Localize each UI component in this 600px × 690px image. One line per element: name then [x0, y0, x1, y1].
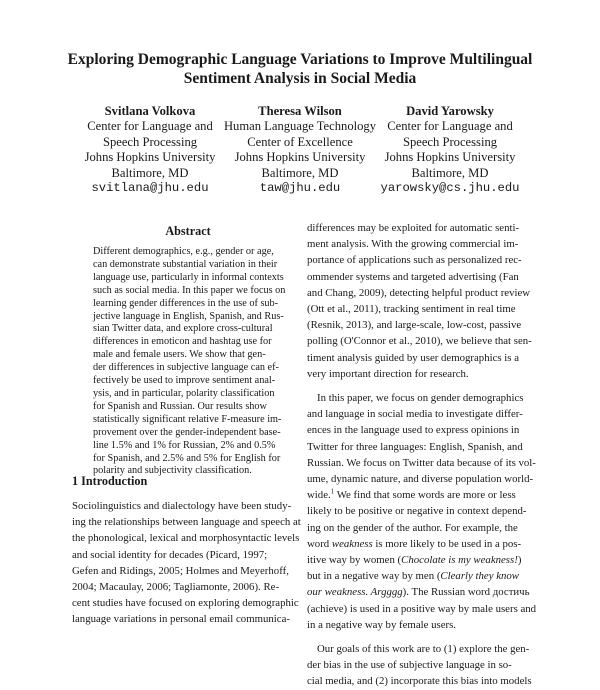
abstract-line: polarity and subjectivity classification. — [93, 465, 252, 477]
abstract-line: for Spanish and Russian. Our results show — [93, 400, 267, 412]
author-affiliation: Johns Hopkins University — [84, 150, 216, 165]
body-line: Russian. We focus on Twitter data because of its vol- — [307, 456, 536, 469]
author-affiliation: Johns Hopkins University — [384, 150, 516, 165]
body-line: ing the relationships between language and speech at — [72, 516, 301, 529]
title-line-2: Sentiment Analysis in Social Media — [183, 70, 417, 87]
abstract-line: statistically significant relative F-measure im- — [93, 413, 282, 425]
abstract-line: fectively be used to improve sentiment anal- — [93, 375, 276, 387]
author-email: taw@jhu.edu — [259, 181, 341, 196]
body-line: 2004; Macaulay, 2006; Tagliamonte, 2006). Re- — [72, 581, 280, 594]
body-text: ) — [517, 554, 522, 567]
body-text: wide. — [307, 489, 331, 502]
body-line: (achieve) is used in a positive way by male users and — [307, 602, 537, 615]
abstract-line: ysis, and in particular, polarity classification — [93, 387, 275, 399]
author-name: Theresa Wilson — [258, 104, 342, 118]
author-affiliation: Center for Language and — [87, 119, 213, 134]
abstract-line: Different demographics, e.g., gender or age, — [93, 246, 274, 257]
body-line: der bias in the use of subjective language in so- — [307, 659, 512, 672]
body-line: timent analysis guided by user demographics is a — [307, 351, 519, 364]
body-line: ences in the language used to express opinions in — [307, 424, 520, 437]
author-affiliation: Johns Hopkins University — [234, 150, 366, 165]
author-affiliation: Center of Excellence — [247, 134, 353, 149]
right-column-body — [307, 220, 537, 690]
abstract-line: language use, particularly in informal contexts — [93, 271, 284, 283]
abstract-body — [93, 246, 286, 478]
body-text: ). The Russian word достичь — [402, 586, 530, 599]
introduction-body — [72, 498, 301, 628]
body-line: in a negative way by female users. — [307, 618, 457, 631]
example-quote: Chocolate is my weakness! — [401, 554, 518, 567]
body-line — [307, 568, 533, 584]
example-word: weakness — [331, 537, 373, 550]
body-line: the phonological, lexical and morphosyntactic levels — [72, 532, 300, 545]
body-line: (Ott et al., 2011), tracking sentiment in real time — [307, 303, 516, 316]
author-email: svitlana@jhu.edu — [91, 181, 209, 196]
author-affiliation: Baltimore, MD — [411, 165, 489, 180]
author-affiliation: Speech Processing — [402, 134, 498, 149]
body-line: and social identity for decades (Picard, 1997; — [72, 548, 268, 561]
author-3 — [380, 104, 520, 196]
body-line: likely to be positive or negative in context depend- — [307, 505, 527, 518]
title-line-1: Exploring Demographic Language Variations to Improve Multilingual — [67, 51, 533, 68]
body-line: ommender systems and targeted advertising (Fan — [307, 270, 519, 283]
body-text: We find that some words are more or less — [334, 489, 516, 502]
author-1 — [80, 104, 220, 196]
body-text: but in a negative way by men ( — [307, 570, 441, 583]
abstract-line: learning gender differences in the use of sub- — [93, 297, 279, 309]
author-affiliation: Center for Language and — [387, 119, 513, 134]
example-quote: our weakness. Argggg — [307, 586, 403, 599]
abstract-line: jective language in English, Spanish, and Rus- — [93, 310, 284, 322]
author-email: yarowsky@cs.jhu.edu — [380, 181, 520, 196]
body-text: itive way by women ( — [307, 554, 402, 567]
abstract-line: male and female users. We show that gen- — [93, 349, 266, 361]
body-line: In this paper, we focus on gender demographics — [317, 392, 524, 405]
body-line: and language in social media to investigate differ- — [307, 408, 523, 421]
body-line: Our goals of this work are to (1) explore the gen- — [317, 643, 530, 656]
body-line: ing on the gender of the author. For example, the — [307, 521, 518, 534]
body-line: Sociolinguistics and dialectology have been study- — [72, 500, 292, 512]
body-line: cent studies have focused on exploring demographic — [72, 597, 299, 610]
abstract-line: sian Twitter data, and explore cross-cultural — [93, 323, 273, 335]
abstract-line: line 1.5% and 1% for Russian, 2% and 0.5% — [93, 439, 276, 451]
author-name: Svitlana Volkova — [104, 104, 196, 118]
body-line: language variations in personal email communica- — [72, 613, 290, 626]
section-heading-introduction: 1 Introduction — [72, 474, 148, 488]
body-line: ume, dynamic nature, and diverse population world- — [307, 473, 534, 486]
body-line: differences may be exploited for automatic senti- — [307, 222, 520, 234]
body-line — [307, 536, 533, 552]
author-affiliation: Baltimore, MD — [261, 165, 339, 180]
body-line — [307, 487, 533, 503]
abstract-line: can demonstrate substantial variation in their — [93, 258, 278, 270]
author-affiliation: Baltimore, MD — [111, 165, 189, 180]
body-line: Twitter for three languages: English, Spanish, and — [307, 440, 523, 453]
body-line: portance of applications such as personalized rec- — [307, 254, 522, 267]
body-line: Gefen and Ridings, 2005; Holmes and Meyerhoff, — [72, 564, 289, 577]
body-line — [307, 584, 533, 600]
body-line: ment analysis. With the growing commercial im- — [307, 238, 519, 251]
author-2 — [220, 104, 380, 196]
abstract-line: provement over the gender-independent base- — [93, 426, 281, 438]
footnote-marker[interactable]: 1 — [330, 487, 335, 496]
abstract-line: der differences in subjective language can ef- — [93, 362, 279, 374]
body-line: and Chang, 2009), detecting helpful product review — [307, 286, 531, 299]
example-quote: Clearly they know — [440, 570, 519, 583]
paper-title — [40, 50, 560, 88]
abstract-line: for Spanish, and 2.5% and 5% for English for — [93, 452, 281, 464]
body-line: (Resnik, 2013), and large-scale, low-cost, passive — [307, 319, 522, 332]
author-affiliation: Speech Processing — [102, 134, 198, 149]
abstract-line: differences in emoticon and hashtag use for — [93, 336, 272, 348]
body-line: cial media, and (2) incorporate this bias into models — [307, 675, 532, 688]
body-line: very important direction for research. — [307, 367, 469, 380]
body-text: is more likely to be used in a pos- — [372, 537, 522, 550]
body-line: polling (O'Connor et al., 2010), we believe that sen- — [307, 335, 532, 348]
abstract-heading: Abstract — [165, 224, 211, 238]
author-name: David Yarowsky — [406, 104, 494, 118]
body-line — [307, 552, 533, 568]
abstract-line: such as social media. In this paper we focus on — [93, 284, 286, 296]
author-affiliation: Human Language Technology — [223, 119, 377, 134]
body-text: word — [307, 537, 332, 550]
